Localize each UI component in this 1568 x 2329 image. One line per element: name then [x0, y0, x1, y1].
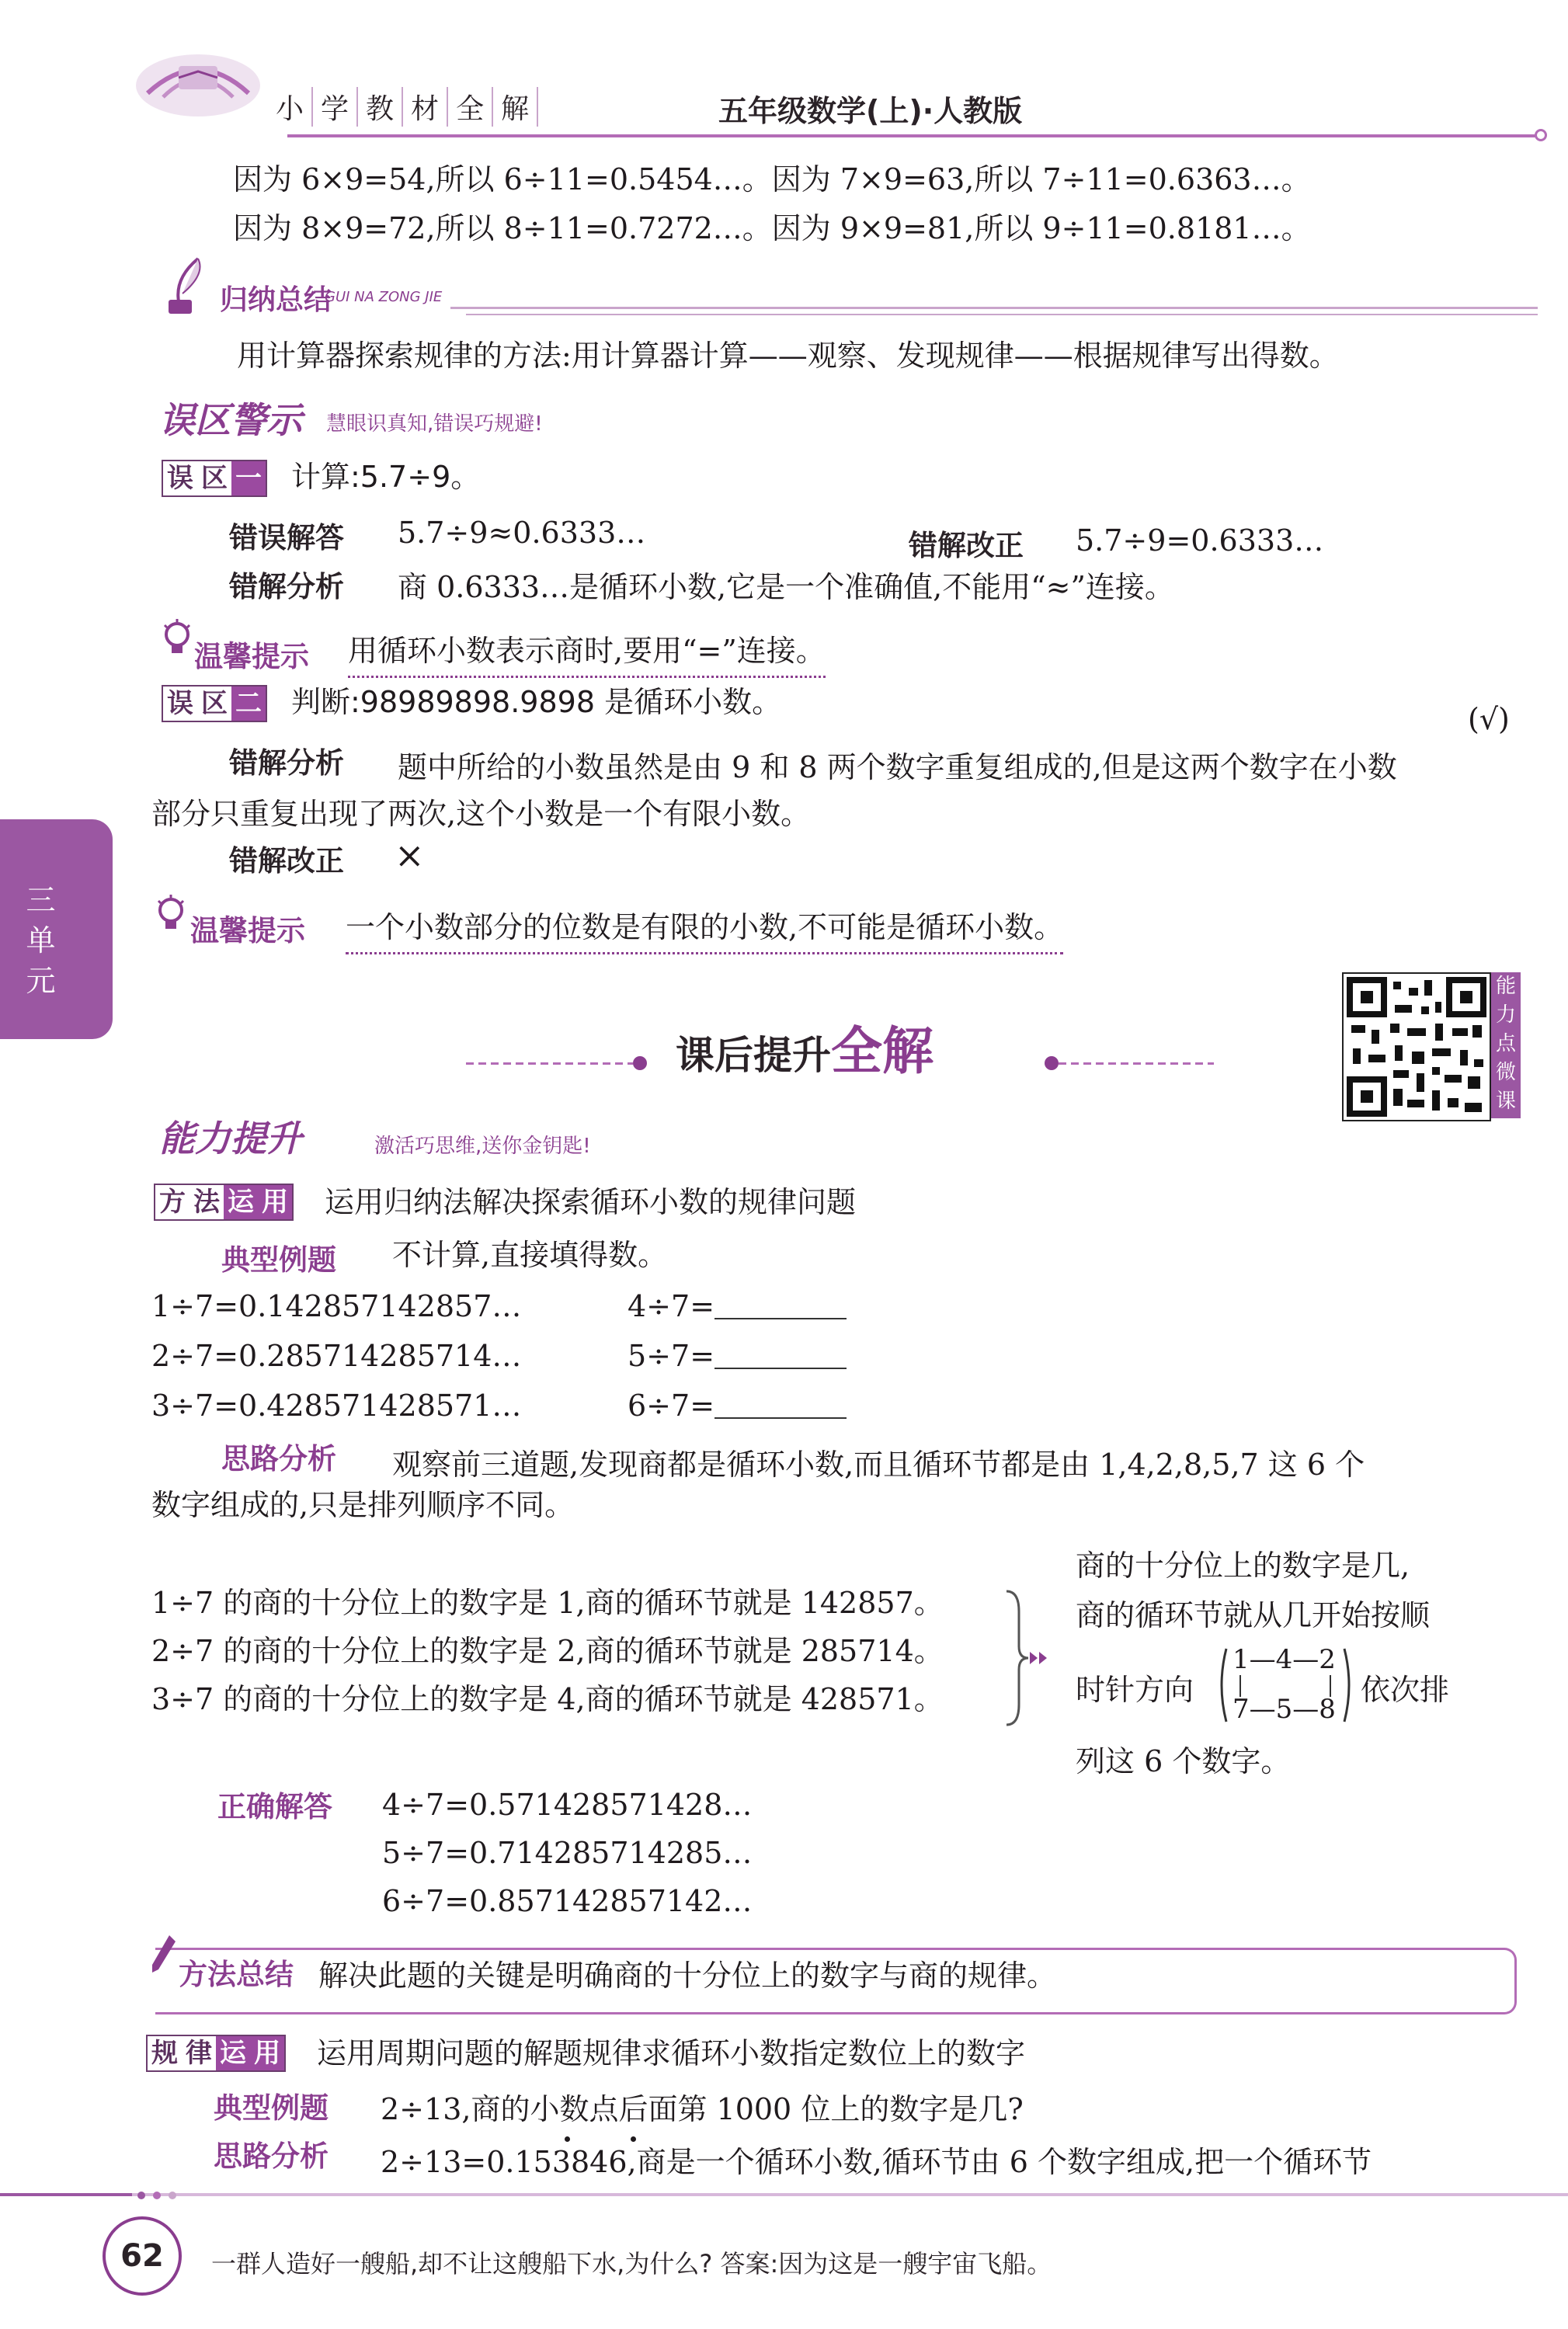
method2-analysis-text: 2÷13=0.153846,商是一个循环小数,循环节由 6 个数字组成,把一个循环节 — [381, 2145, 1372, 2179]
summary-pinyin: GUI NA ZONG JIE — [325, 289, 443, 305]
zone2-analysis-line1: 题中所给的小数虽然是由 9 和 8 两个数字重复组成的,但是这两个数字在小数 — [398, 750, 1397, 784]
summary-rule-2 — [466, 314, 1538, 315]
header-char: 材 — [403, 87, 448, 127]
method1-conclusion-order: 依次排 — [1361, 1673, 1450, 1707]
method1-obs-line: 1÷7 的商的十分位上的数字是 1,商的循环节就是 142857。 — [151, 1586, 944, 1620]
tag-char: 运 — [224, 1185, 258, 1219]
cycle-diagram — [1215, 1642, 1355, 1728]
tag-char: 区 — [197, 687, 231, 721]
method2-title: 运用周期问题的解题规律求循环小数指定数位上的数字 — [317, 2036, 1026, 2070]
method1-conclusion-line: 商的循环节就从几开始按顺 — [1076, 1598, 1431, 1632]
qr-code-icon[interactable] — [1342, 972, 1491, 1121]
zone1-tip-label: 温馨提示 — [194, 640, 309, 673]
method1-obs-line: 3÷7 的商的十分位上的数字是 4,商的循环节就是 428571。 — [151, 1682, 944, 1716]
tag-char: 律 — [182, 2036, 216, 2070]
zone2-mark: (√) — [1468, 702, 1510, 736]
header-series — [268, 87, 538, 127]
header-char: 小 — [268, 87, 313, 127]
zone2-tip-label: 温馨提示 — [190, 914, 305, 947]
pencil-icon — [148, 1932, 179, 1979]
zone1-wrong-text: 5.7÷9≈0.6333… — [398, 516, 646, 550]
summary-title: 归纳总结 — [220, 284, 332, 316]
method1-answer-line: 4÷7=0.571428571428… — [382, 1788, 753, 1822]
zone1-fix-text: 5.7÷9=0.6333… — [1076, 523, 1324, 558]
method1-conclusion-clockwise: 时针方向 — [1076, 1673, 1194, 1707]
side-tab-char: 单 — [26, 923, 56, 958]
method1-summary-label: 方法总结 — [179, 1958, 294, 1991]
method1-row-ask-text: 4÷7= — [628, 1289, 715, 1323]
tag-char: 运 — [216, 2036, 250, 2070]
zone2-tip-text: 一个小数部分的位数是有限的小数,不可能是循环小数。 — [346, 907, 1063, 954]
method1-tag — [154, 1184, 294, 1221]
quill-icon — [159, 255, 214, 317]
header-char: 学 — [313, 87, 358, 127]
summary-rule — [450, 307, 1538, 309]
header-char: 全 — [448, 87, 493, 127]
method2-example-label: 典型例题 — [214, 2091, 329, 2125]
footer-rule — [0, 2193, 1568, 2196]
side-tab-char: 三 — [26, 883, 56, 917]
ability-title: 能力提升 — [159, 1118, 302, 1159]
method1-row-ask — [628, 1336, 847, 1376]
summary-text: 用计算器探索规律的方法:用计算器计算——观察、发现规律——根据规律写出得数。 — [237, 339, 1339, 373]
book-logo-icon — [132, 31, 264, 124]
zone1-tip-text: 用循环小数表示商时,要用“=”连接。 — [348, 631, 826, 678]
qr-side-char: 微 — [1495, 1061, 1516, 1084]
header-char: 教 — [358, 87, 403, 127]
tag-char: 一 — [231, 461, 266, 495]
unit-side-tab — [0, 819, 113, 1039]
qr-side-char: 力 — [1495, 1003, 1516, 1027]
method1-answer-label: 正确解答 — [217, 1790, 332, 1823]
tag-char: 误 — [163, 687, 197, 721]
header-char: 解 — [493, 87, 538, 127]
method1-obs-line: 2÷7 的商的十分位上的数字是 2,商的循环节就是 285714。 — [151, 1634, 944, 1668]
method2-tag — [146, 2035, 286, 2072]
zone1-fix-label: 错解改正 — [909, 529, 1024, 562]
method1-row-given: 2÷7=0.285714285714… — [151, 1339, 522, 1373]
qr-side-char: 课 — [1495, 1090, 1516, 1113]
tag-char: 用 — [258, 1185, 292, 1219]
tag-char: 方 — [155, 1185, 189, 1219]
zone1-question: 计算:5.7÷9。 — [291, 460, 481, 494]
top-line-2: 因为 8×9=72,所以 8÷11=0.7272…。因为 9×9=81,所以 9÷11=0.8181…。 — [233, 211, 1311, 245]
cycle-top: 1—4—2 — [1232, 1644, 1336, 1675]
mistakes-slogan: 慧眼识真知,错误巧规避! — [326, 412, 543, 436]
method1-analysis-label: 思路分析 — [221, 1442, 336, 1476]
section-title-suffix: 全解 — [831, 1021, 933, 1081]
method1-analysis-line1: 观察前三道题,发现商都是循环小数,而且循环节都是由 1,4,2,8,5,7 这 6 个 — [392, 1448, 1365, 1482]
method1-row-given: 3÷7=0.428571428571… — [151, 1389, 522, 1423]
method1-row-ask-text: 5÷7= — [628, 1339, 715, 1373]
header-logo — [132, 31, 264, 124]
method1-conclusion-line: 列这 6 个数字。 — [1076, 1744, 1291, 1778]
section-title-prefix: 课后提升 — [676, 1033, 831, 1078]
mistakes-title: 误区警示 — [159, 399, 302, 441]
tag-char: 法 — [189, 1185, 224, 1219]
footer-dots — [136, 2189, 183, 2200]
zone2-fix-text: × — [395, 834, 425, 876]
section-rule-right — [1059, 1062, 1214, 1065]
zone1-tag — [162, 460, 267, 497]
answer-blank[interactable] — [714, 1340, 847, 1369]
page-number: 62 — [103, 2216, 182, 2296]
section-rule-left — [466, 1062, 633, 1065]
zone2-tag — [162, 685, 267, 722]
method2-analysis-label: 思路分析 — [214, 2140, 329, 2173]
zone1-wrong-label: 错误解答 — [229, 521, 344, 554]
method1-row-ask — [628, 1385, 847, 1426]
method1-example-text: 不计算,直接填得数。 — [392, 1238, 668, 1272]
zone2-question: 判断:98989898.9898 是循环小数。 — [291, 685, 782, 719]
method1-analysis-line2: 数字组成的,只是排列顺序不同。 — [151, 1488, 575, 1522]
cycle-bottom: 7—5—8 — [1232, 1694, 1336, 1725]
tag-char: 区 — [197, 461, 231, 495]
header-dot — [1535, 129, 1547, 141]
side-tab-char: 元 — [26, 964, 56, 998]
ability-slogan: 激活巧思维,送你金钥匙! — [374, 1135, 591, 1158]
tag-char: 用 — [250, 2036, 284, 2070]
method1-example-label: 典型例题 — [221, 1243, 336, 1277]
method1-conclusion-line: 商的十分位上的数字是几, — [1076, 1549, 1410, 1583]
method1-answer-line: 5÷7=0.714285714285… — [382, 1836, 753, 1870]
bulb-icon — [155, 893, 186, 937]
header-rule — [287, 134, 1538, 137]
method1-title: 运用归纳法解决探索循环小数的规律问题 — [325, 1185, 857, 1219]
qr-side-char: 能 — [1495, 975, 1516, 998]
tag-char: 二 — [231, 687, 266, 721]
method1-row-ask — [628, 1286, 847, 1326]
qr-side-label — [1491, 972, 1521, 1118]
qr-side-char: 点 — [1495, 1032, 1516, 1055]
repeat-dot — [565, 2136, 570, 2142]
tag-char: 误 — [163, 461, 197, 495]
header-book-title: 五年级数学(上)·人教版 — [718, 94, 1023, 128]
answer-blank[interactable] — [714, 1290, 847, 1319]
section-dot-left — [633, 1056, 647, 1070]
zone2-fix-label: 错解改正 — [229, 844, 344, 878]
top-line-1: 因为 6×9=54,所以 6÷11=0.5454…。因为 7×9=63,所以 7÷11=0.6363…。 — [233, 162, 1311, 196]
zone1-analysis-label: 错解分析 — [229, 570, 344, 603]
method1-summary-text: 解决此题的关键是明确商的十分位上的数字与商的规律。 — [318, 1959, 1057, 1993]
method1-answer-line: 6÷7=0.857142857142… — [382, 1884, 753, 1918]
footer-riddle: 一群人造好一艘船,却不让这艘船下水,为什么? 答案:因为这是一艘宇宙飞船。 — [211, 2249, 1052, 2279]
zone2-analysis-line2: 部分只重复出现了两次,这个小数是一个有限小数。 — [151, 797, 811, 831]
zone1-analysis-text: 商 0.6333…是循环小数,它是一个准确值,不能用“≈”连接。 — [398, 570, 1174, 604]
answer-blank[interactable] — [714, 1389, 847, 1419]
method2-example-text: 2÷13,商的小数点后面第 1000 位上的数字是几? — [381, 2092, 1024, 2126]
tag-char: 规 — [148, 2036, 182, 2070]
method1-row-ask-text: 6÷7= — [628, 1389, 715, 1423]
section-title — [676, 1010, 933, 1083]
section-dot-right — [1045, 1056, 1059, 1070]
bulb-icon — [162, 617, 193, 661]
brace-icon — [1003, 1588, 1050, 1728]
method1-row-given: 1÷7=0.142857142857… — [151, 1289, 522, 1323]
repeat-dot — [631, 2136, 636, 2142]
zone2-analysis-label: 错解分析 — [229, 746, 344, 780]
